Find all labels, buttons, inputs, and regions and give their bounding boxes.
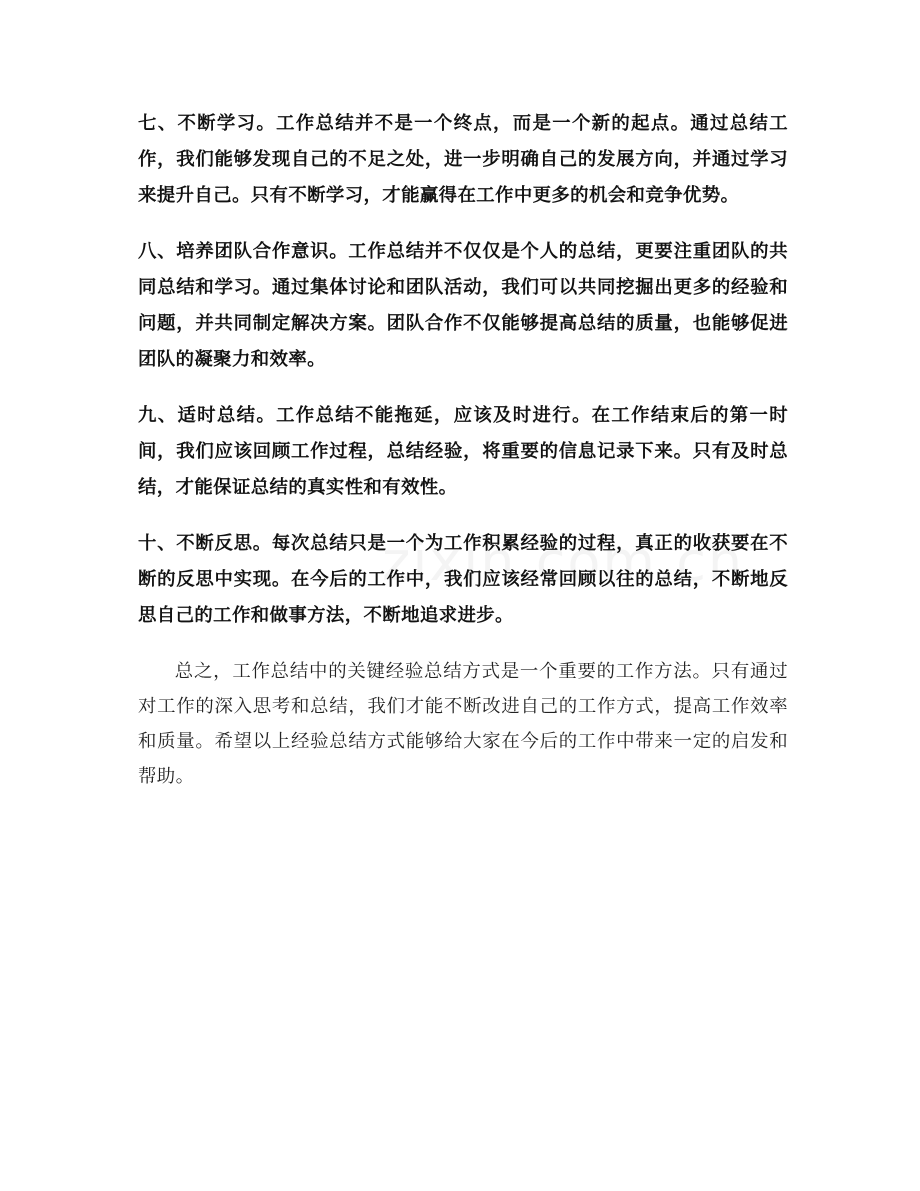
paragraph-learning: 七、不断学习。工作总结并不是一个终点，而是一个新的起点。通过总结工作，我们能够发现自己的不足之处，进一步明确自己的发展方向，并通过学习来提升自己。只有不断学习，才能赢得在工作中更多的机会和竞争优势。 <box>138 113 788 206</box>
paragraph-conclusion: 总之，工作总结中的关键经验总结方式是一个重要的工作方法。只有通过对工作的深入思考和总结，我们才能不断改进自己的工作方式，提高工作效率和质量。希望以上经验总结方式能够给大家在今后的工作中带来一定的启发和帮助。 <box>138 661 788 787</box>
paragraph-reflection: 十、不断反思。每次总结只是一个为工作积累经验的过程，真正的收获要在不断的反思中实现。在今后的工作中，我们应该经常回顾以往的总结，不断地反思自己的工作和做事方法，不断地追求进步。 <box>138 533 788 626</box>
paragraph-teamwork: 八、培养团队合作意识。工作总结并不仅仅是个人的总结，更要注重团队的共同总结和学习。通过集体讨论和团队活动，我们可以共同挖掘出更多的经验和问题，并共同制定解决方案。团队合作不仅能够提高总结的质量，也能够促进团队的凝聚力和效率。 <box>138 241 788 370</box>
document-body <box>138 106 788 794</box>
paragraph-timely-summary: 九、适时总结。工作总结不能拖延，应该及时进行。在工作结束后的第一时间，我们应该回顾工作过程，总结经验，将重要的信息记录下来。只有及时总结，才能保证总结的真实性和有效性。 <box>138 405 788 498</box>
